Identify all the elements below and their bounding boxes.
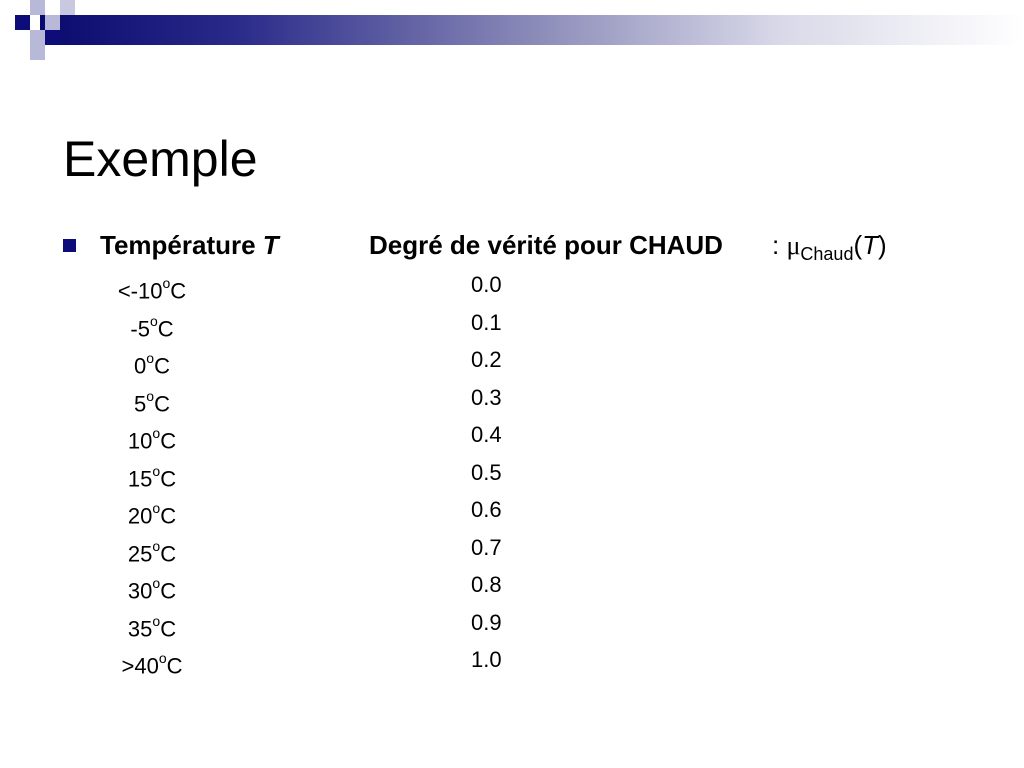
mu-close-paren: ) <box>878 230 887 260</box>
degree-symbol: o <box>149 312 158 329</box>
table-row <box>0 535 1024 573</box>
degree-symbol: o <box>152 537 161 554</box>
temperature-value: 20 <box>127 503 153 529</box>
table-row <box>0 647 1024 685</box>
slide-title: Exemple <box>63 131 258 187</box>
degree-cell: 1.0 <box>471 647 502 672</box>
unit-label: C <box>160 503 177 529</box>
degree-symbol: o <box>146 387 155 404</box>
degree-symbol: o <box>152 462 161 479</box>
temperature-value: <-10 <box>117 278 163 304</box>
degree-cell: 0.2 <box>471 347 502 372</box>
decor-square <box>45 30 60 45</box>
table-row <box>0 385 1024 423</box>
unit-label: C <box>166 653 183 679</box>
header-temperature-var: T <box>262 230 279 260</box>
mu-open-paren: ( <box>853 230 863 260</box>
temperature-value: 25 <box>127 540 153 566</box>
mu-subscript: Chaud <box>800 244 854 264</box>
temperature-cell <box>108 610 196 642</box>
temperature-value: -5 <box>130 315 150 341</box>
temperature-value: >40 <box>121 653 159 679</box>
degree-cell: 0.1 <box>471 309 502 335</box>
table-row <box>0 310 1024 348</box>
degree-symbol: o <box>146 350 155 366</box>
degree-symbol: o <box>162 275 171 291</box>
table-row <box>0 422 1024 460</box>
unit-label: C <box>154 353 170 379</box>
mu-var: T <box>862 230 879 260</box>
temperature-cell <box>108 497 196 529</box>
header-degree <box>369 230 723 260</box>
unit-label: C <box>157 315 174 341</box>
header-temperature-label: Température <box>100 230 263 260</box>
temperature-cell <box>108 422 196 454</box>
unit-label: C <box>160 615 177 641</box>
table-row <box>0 347 1024 385</box>
table-row <box>0 272 1024 310</box>
unit-label: C <box>160 465 177 491</box>
degree-cell: 0.8 <box>471 572 502 597</box>
decor-square <box>30 0 45 15</box>
temperature-cell <box>108 272 196 304</box>
degree-cell: 0.6 <box>471 497 502 522</box>
temperature-cell <box>108 535 196 567</box>
degree-symbol: o <box>152 575 161 591</box>
data-table <box>0 272 1024 685</box>
degree-cell: 0.4 <box>471 422 502 447</box>
unit-label: C <box>160 578 177 604</box>
decor-square <box>15 15 30 30</box>
temperature-cell <box>108 647 196 679</box>
header-membership-function <box>772 230 887 263</box>
degree-symbol: o <box>152 612 161 629</box>
temperature-cell <box>108 310 196 342</box>
temperature-value: 10 <box>127 428 153 454</box>
header-gradient-bar <box>40 15 1024 45</box>
degree-cell: 0.3 <box>471 384 502 410</box>
temperature-cell <box>108 572 196 604</box>
degree-symbol: o <box>152 500 161 516</box>
unit-label: C <box>154 390 170 416</box>
unit-label: C <box>160 540 177 566</box>
temperature-value: 30 <box>127 578 153 604</box>
temperature-value: 5 <box>134 390 147 416</box>
degree-cell: 0.5 <box>471 459 502 485</box>
table-row <box>0 572 1024 610</box>
decor-square <box>60 0 75 15</box>
degree-symbol: o <box>152 425 161 441</box>
degree-cell: 0.0 <box>471 272 502 297</box>
header-separator: : <box>772 230 787 260</box>
header-degree-label: Degré de vérité pour CHAUD <box>369 230 723 260</box>
bullet-square-icon <box>63 239 76 252</box>
degree-cell: 0.7 <box>471 534 502 560</box>
degree-cell: 0.9 <box>471 609 502 635</box>
temperature-value: 15 <box>127 465 153 491</box>
table-row <box>0 610 1024 648</box>
header-temperature <box>100 230 279 260</box>
temperature-cell <box>108 385 196 417</box>
temperature-cell <box>108 460 196 492</box>
temperature-value: 35 <box>127 615 153 641</box>
unit-label: C <box>160 428 177 454</box>
decor-square <box>30 45 45 60</box>
decor-square <box>30 30 45 45</box>
temperature-value: 0 <box>134 353 147 379</box>
table-row <box>0 497 1024 535</box>
table-row <box>0 460 1024 498</box>
mu-symbol: μ <box>786 231 801 260</box>
temperature-cell <box>108 347 196 379</box>
unit-label: C <box>170 278 187 304</box>
degree-symbol: o <box>158 650 167 666</box>
decor-square <box>45 15 60 30</box>
